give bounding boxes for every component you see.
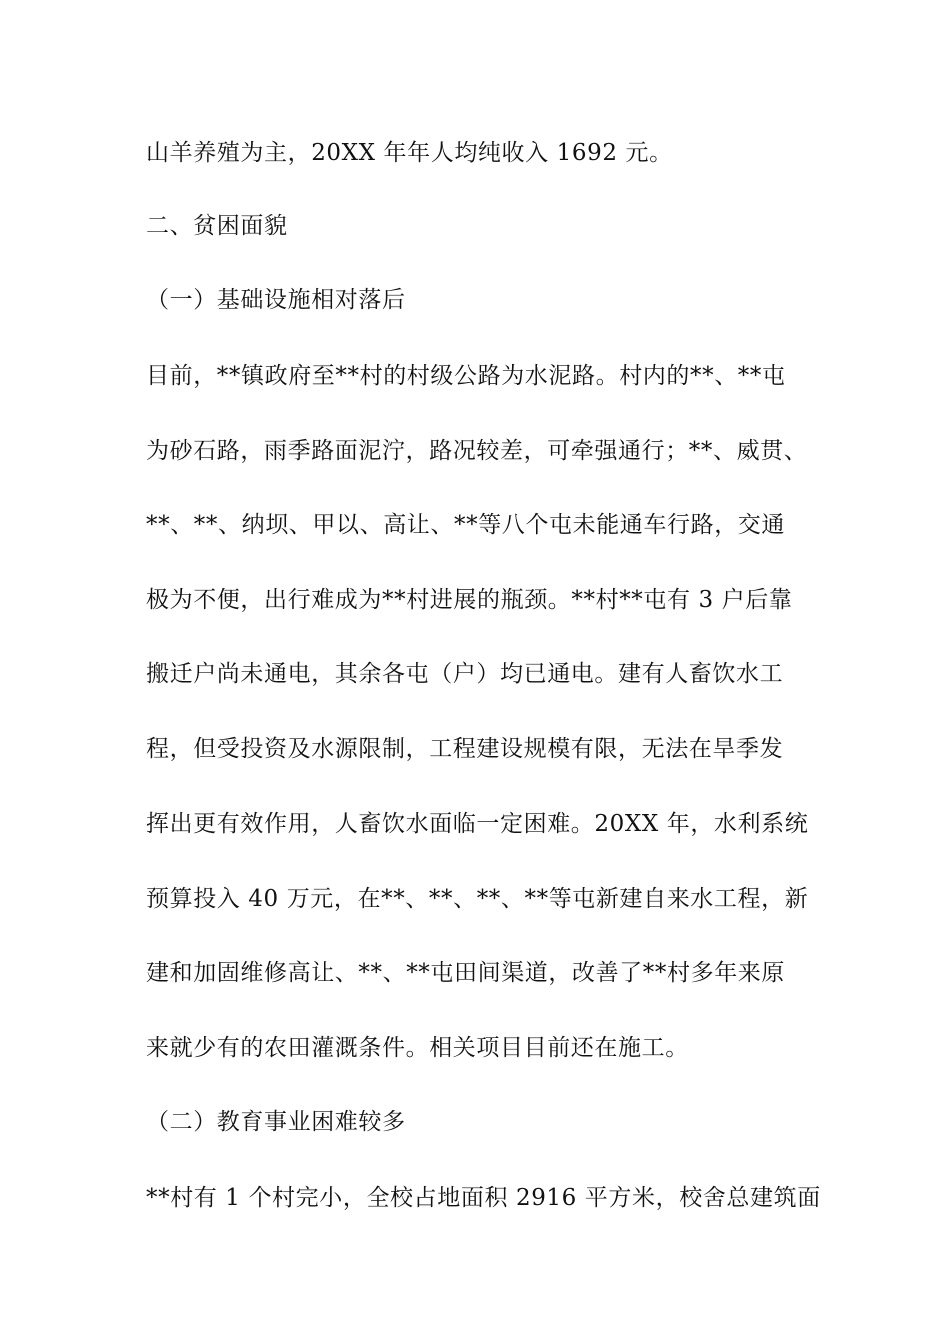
subsection-heading-infrastructure: （一）基础设施相对落后 xyxy=(146,287,406,313)
paragraph-line-3: 为砂石路，雨季路面泥泞，路况较差，可牵强通行；**、威贯、 xyxy=(146,438,808,464)
paragraph-line-9: 预算投入 40 万元，在**、**、**、**等屯新建自来水工程，新 xyxy=(146,886,809,912)
paragraph-line-2: 目前，**镇政府至**村的村级公路为水泥路。村内的**、**屯 xyxy=(146,363,786,389)
paragraph-line-8: 挥出更有效作用，人畜饮水面临一定困难。20XX 年，水利系统 xyxy=(146,811,809,837)
section-heading-poverty: 二、贫困面貌 xyxy=(146,213,288,239)
paragraph-line-7: 程，但受投资及水源限制，工程建设规模有限，无法在旱季发 xyxy=(146,736,784,762)
paragraph-line-4: **、**、纳坝、甲以、高让、**等八个屯未能通车行路，交通 xyxy=(146,512,785,538)
subsection-heading-education: （二）教育事业困难较多 xyxy=(146,1109,406,1135)
paragraph-line-11: 来就少有的农田灌溉条件。相关项目目前还在施工。 xyxy=(146,1035,689,1061)
paragraph-line-1: 山羊养殖为主，20XX 年年人均纯收入 1692 元。 xyxy=(146,140,673,166)
paragraph-line-5: 极为不便，出行难成为**村进展的瓶颈。**村**屯有 3 户后靠 xyxy=(146,587,793,613)
paragraph-line-10: 建和加固维修高让、**、**屯田间渠道，改善了**村多年来原 xyxy=(146,960,785,986)
paragraph-line-6: 搬迁户尚未通电，其余各屯（户）均已通电。建有人畜饮水工 xyxy=(146,661,784,687)
paragraph-line-12: **村有 1 个村完小，全校占地面积 2916 平方米，校舍总建筑面 xyxy=(146,1185,821,1211)
